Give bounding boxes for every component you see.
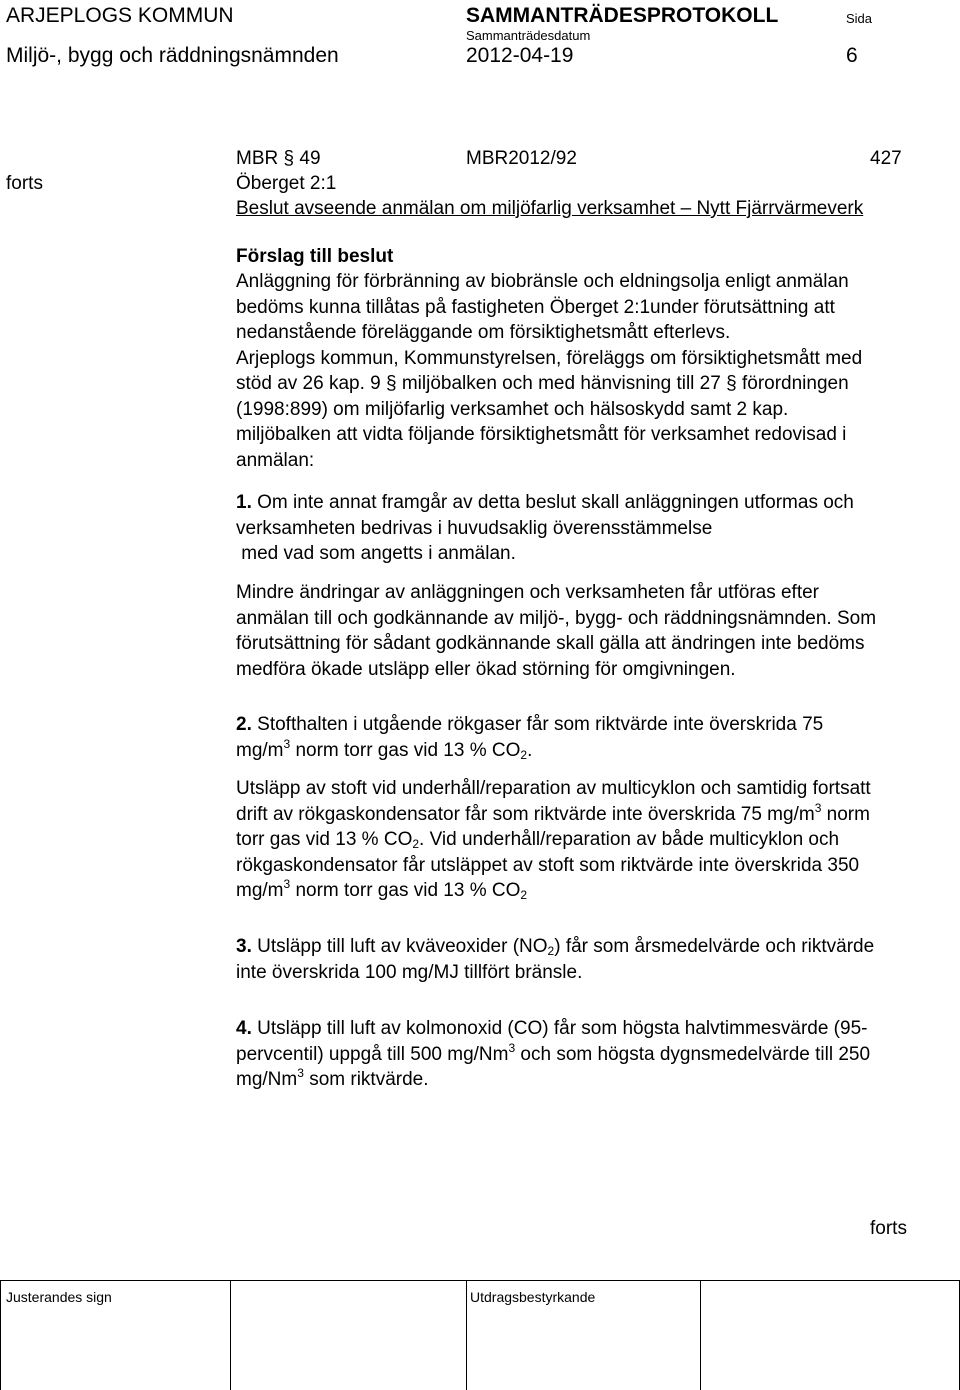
condition-number: 3. [236,936,252,957]
proposal-heading: Förslag till beslut [236,246,394,267]
footer-top-rule [0,1280,960,1281]
proposal-line: Arjeplogs kommun, Kommunstyrelsen, föreläggs om försiktighetsmått med [236,347,863,369]
condition-line [236,827,956,853]
proposal-text: förordningen [741,373,849,394]
condition-line [236,1016,956,1042]
condition-text: pervcentil) uppgå till 500 mg/Nm [236,1043,509,1065]
condition-line: förutsättning för sådant godkännande skall gälla att ändringen inte bedöms [236,633,865,654]
condition-line [236,934,956,960]
verification-label: Utdragsbestyrkande [470,1289,596,1305]
condition-1-changes [236,580,956,682]
condition-line: inte överskrida 100 mg/MJ tillfört bränsle. [236,961,583,983]
footer-left-rule [0,1280,1,1390]
municipality-name: ARJEPLOGS KOMMUN [6,4,234,27]
section-sign: § [283,148,295,169]
condition-2 [236,712,956,763]
footer-divider-2 [466,1280,467,1390]
condition-text: norm [821,803,870,825]
condition-line: medföra ökade utsläpp eller ökad störning för omgivningen. [236,658,736,680]
section-sign: § [386,373,397,394]
proposal-line [236,371,956,397]
proposal-line: bedöms kunna tillåtas på fastigheten Öberget 2:1under förutsättning att [236,296,835,318]
subscript: 2 [520,888,528,902]
page-label: Sida [846,11,873,26]
condition-3 [236,934,956,985]
superscript: 3 [508,1040,516,1055]
superscript: 3 [283,877,291,891]
case-subject: Beslut avseende anmälan om miljöfarlig verksamhet – Nytt Fjärrvärmeverk [236,198,864,219]
condition-text: norm torr gas vid 13 % CO [290,880,521,901]
proposal-line: nedanstående föreläggande om försiktighetsmått efterlevs. [236,322,731,343]
condition-4 [236,1016,956,1093]
meeting-date: 2012-04-19 [466,44,574,67]
condition-number: 4. [236,1018,252,1039]
subscript: 2 [520,747,528,762]
condition-text: ) får som årsmedelvärde och riktvärde [554,936,875,957]
condition-1 [236,490,956,567]
proposal-line: anmälan: [236,449,315,471]
paragraph-number: 49 [299,148,321,169]
condition-number: 2. [236,714,252,735]
superscript: 3 [297,1066,304,1080]
condition-text: mg/Nm [236,1069,298,1090]
condition-text: Stofthalten i utgående rökgaser får som riktvärde inte överskrida 75 [257,714,824,735]
condition-2-maintenance [236,776,956,904]
condition-text: mg/m [236,880,284,901]
condition-number: 1. [236,492,252,513]
condition-line: anmälan till och godkännande av miljö-, bygg- och räddningsnämnden. Som [236,607,877,629]
proposal-text: miljöbalken och med hänvisning till 27 [401,373,721,394]
meeting-date-label: Sammanträdesdatum [466,28,591,43]
proposal-line: (1998:899) om miljöfarlig verksamhet och hälsoskydd samt 2 kap. [236,398,789,420]
condition-line [236,490,956,516]
diary-number: MBR2012/92 [466,148,577,169]
proposal-line: miljöbalken att vidta följande försiktighetsmått för verksamhet redovisad i [236,424,847,445]
condition-line [236,878,956,904]
continuation-label: forts [6,173,43,194]
condition-text: norm torr gas vid 13 % CO [290,739,521,761]
condition-text: drift av rökgaskondensator får som riktvärde inte överskrida 75 mg/m [236,803,815,825]
condition-line: rökgaskondensator får utsläppet av stoft som riktvärde inte överskrida 350 [236,854,860,876]
condition-line [236,1067,956,1093]
footer-divider-3 [700,1280,701,1390]
condition-line [236,1042,956,1068]
condition-line [236,738,956,764]
condition-text: . Vid underhåll/reparation av både multicyklon och [419,829,840,850]
condition-line: Mindre ändringar av anläggningen och verksamheten får utföras efter [236,582,820,603]
mbr-label: MBR [236,148,279,169]
condition-text: Utsläpp till luft av kväveoxider (NO [257,936,548,957]
page-number: 6 [846,44,858,67]
case-paragraph [236,146,321,172]
condition-text: Utsläpp till luft av kolmonoxid (CO) får som högsta halvtimmesvärde (95- [257,1018,868,1039]
condition-text: . [527,739,533,761]
condition-line: Utsläpp av stoft vid underhåll/reparation av multicyklon och samtidig fortsatt [236,778,871,799]
condition-text: som riktvärde. [303,1069,429,1090]
footer-continuation: forts [870,1218,907,1239]
condition-line: verksamheten bedrivas i huvudsaklig överensstämmelse [236,517,713,539]
footer-divider-1 [230,1280,231,1390]
board-name: Miljö-, bygg och räddningsnämnden [6,44,339,67]
property-name: Öberget 2:1 [236,173,337,194]
condition-text: mg/m [236,739,284,761]
section-sign: § [726,373,737,394]
protocol-title: SAMMANTRÄDESPROTOKOLL [466,4,779,27]
proposal-intro [236,269,956,473]
signature-label: Justerandes sign [6,1289,112,1305]
proposal-text: stöd av 26 kap. 9 [236,373,381,394]
condition-line [236,712,956,738]
subscript: 2 [547,944,555,958]
subscript: 2 [412,837,420,851]
condition-line: med vad som angetts i anmälan. [236,543,516,564]
condition-text: och som högsta dygnsmedelvärde till 250 [515,1043,871,1065]
superscript: 3 [283,736,291,751]
condition-text: torr gas vid 13 % CO [236,829,413,850]
superscript: 3 [814,800,822,815]
case-code: 427 [870,148,902,169]
proposal-line: Anläggning för förbränning av biobränsle och eldningsolja enligt anmälan [236,271,849,292]
condition-text: Om inte annat framgår av detta beslut skall anläggningen utformas och [257,492,854,513]
condition-line [236,802,956,828]
